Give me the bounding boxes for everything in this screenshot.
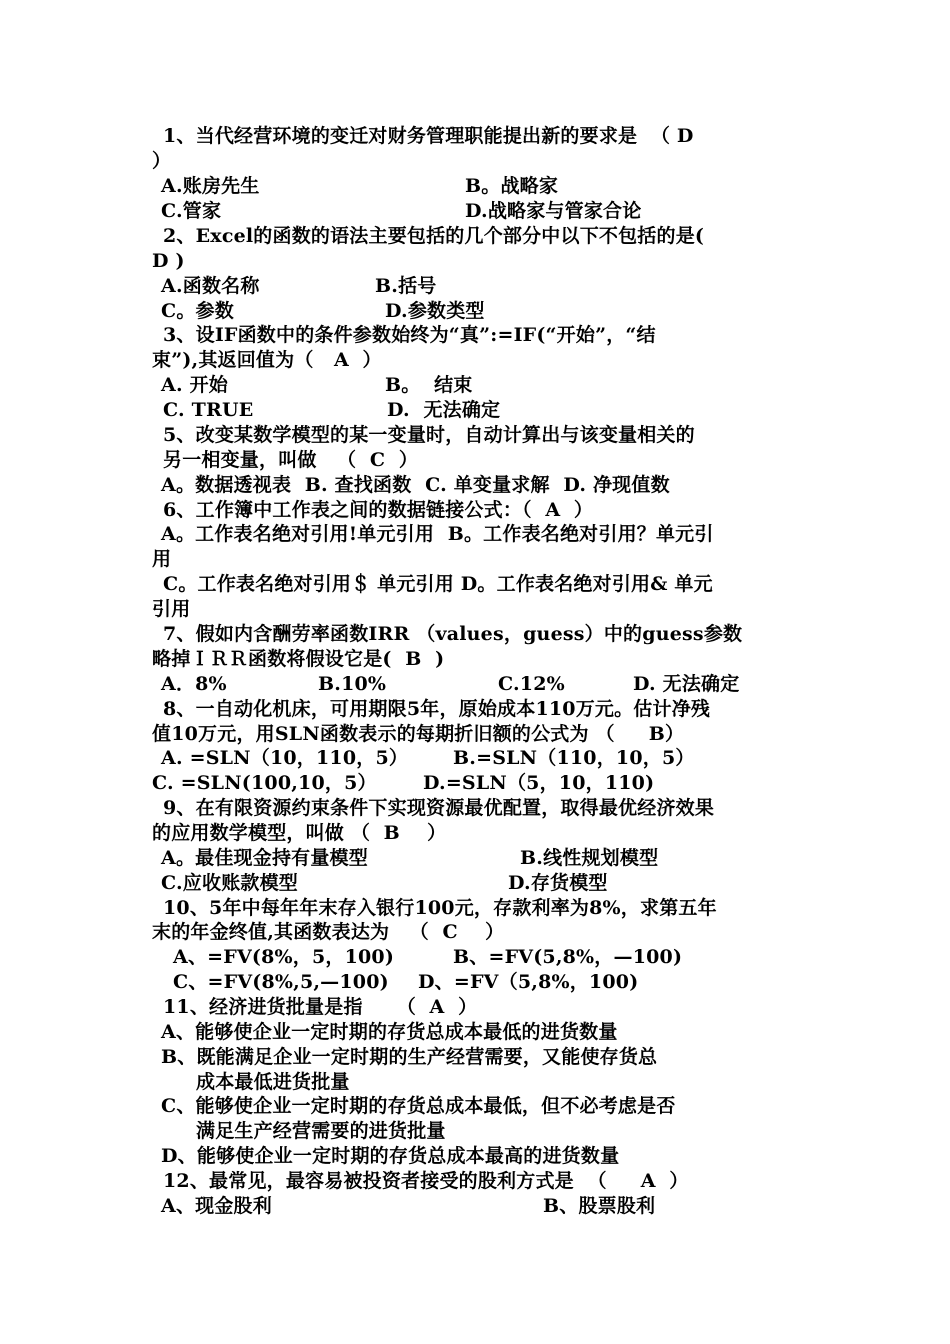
- q9-stem-cont: 的应用数学模型，叫做 （ B ）: [152, 822, 447, 844]
- q7-option-c: C.12%: [498, 673, 565, 695]
- q10-option-a: A、=FV(8%，5，100): [173, 946, 395, 968]
- q10-option-c: C、=FV(8%,5,—100): [173, 971, 389, 993]
- q1-option-c: C.管家: [161, 200, 222, 222]
- q3-stem: 3、设IF函数中的条件参数始终为“真”:=IF(“开始”，“结: [163, 324, 656, 346]
- q5-stem: 5、改变某数学模型的某一变量时，自动计算出与该变量相关的: [163, 424, 695, 446]
- q7-option-d: D. 无法确定: [633, 673, 740, 695]
- q11-option-c: C、能够使企业一定时期的存货总成本最低，但不必考虑是否: [161, 1095, 676, 1117]
- q11-option-d: D、能够使企业一定时期的存货总成本最高的进货数量: [161, 1145, 620, 1167]
- q7-stem: 7、假如内含酬劳率函数IRR （values，guess）中的guess参数: [163, 623, 743, 645]
- q12-option-b: B、股票股利: [543, 1195, 656, 1217]
- q6-options-ab: A。工作表名绝对引用!单元引用 B。工作表名绝对引用？单元引: [161, 523, 714, 545]
- q6-options-cd: C。工作表名绝对引用＄ 单元引用 D。工作表名绝对引用& 单元: [163, 573, 713, 595]
- q6-options-ab-cont: 用: [152, 548, 172, 570]
- q2-option-d: D.参数类型: [385, 300, 485, 322]
- q2-option-c: C。参数: [161, 300, 234, 322]
- q8-stem-cont: 值10万元，用SLN函数表示的每期折旧额的公式为 （ B）: [152, 723, 685, 745]
- q10-stem: 10、5年中每年年末存入银行100元，存款利率为8%，求第五年: [163, 897, 717, 919]
- q3-option-c: C. TRUE: [163, 399, 254, 421]
- q1-stem: 1、当代经营环境的变迁对财务管理职能提出新的要求是 （ D: [163, 125, 694, 147]
- q3-option-d: D. 无法确定: [387, 399, 501, 421]
- q8-option-d: D.=SLN（5，10，110): [423, 772, 655, 794]
- q5-stem-cont: 另一相变量，叫做 （ C ）: [163, 449, 419, 471]
- q2-stem-cont: D ): [152, 250, 185, 272]
- q11-option-c-cont: 满足生产经营需要的进货批量: [196, 1120, 446, 1142]
- q8-option-a: A. =SLN（10，110，5）: [161, 747, 409, 769]
- q11-option-b-cont: 成本最低进货批量: [196, 1071, 350, 1093]
- q2-stem: 2、Excel的函数的语法主要包括的几个部分中以下不包括的是(: [163, 225, 705, 247]
- q9-stem: 9、在有限资源约束条件下实现资源最优配置，取得最优经济效果: [163, 797, 715, 819]
- q3-stem-cont: 束”),其返回值为（ A ）: [152, 349, 382, 371]
- q10-option-d: D、=FV（5,8%，100): [418, 971, 639, 993]
- q9-option-b: B.线性规划模型: [520, 847, 659, 869]
- q6-stem: 6、工作簿中工作表之间的数据链接公式：（ A ）: [163, 499, 594, 521]
- q1-stem-cont: ）: [152, 150, 172, 172]
- q1-option-a: A.账房先生: [161, 175, 260, 197]
- q6-options-cd-cont: 引用: [152, 598, 191, 620]
- q11-option-b: B、既能满足企业一定时期的生产经营需要，又能使存货总: [161, 1046, 658, 1068]
- q8-option-c: C. =SLN(100,10，5）: [152, 772, 377, 794]
- q1-option-b: B。战略家: [465, 175, 559, 197]
- q9-option-c: C.应收账款模型: [161, 872, 299, 894]
- q5-options: A。数据透视表 B. 查找函数 C. 单变量求解 D. 净现值数: [161, 474, 670, 496]
- q12-stem: 12、最常见，最容易被投资者接受的股利方式是 （ A ）: [163, 1170, 689, 1192]
- q12-option-a: A、现金股利: [161, 1195, 272, 1217]
- q3-option-a: A. 开始: [161, 374, 228, 396]
- q1-option-d: D.战略家与管家合论: [465, 200, 642, 222]
- q11-stem: 11、经济进货批量是指 （ A ）: [163, 996, 478, 1018]
- q9-option-d: D.存货模型: [508, 872, 608, 894]
- q7-stem-cont: 略掉ＩＲＲ函数将假设它是( B ): [152, 648, 445, 670]
- q3-option-b: B。 结束: [385, 374, 473, 396]
- q2-option-a: A.函数名称: [161, 275, 260, 297]
- q10-option-b: B、=FV(5,8%，—100): [453, 946, 683, 968]
- q8-option-b: B.=SLN（110，10，5）: [453, 747, 695, 769]
- q10-stem-cont: 末的年金终值,其函数表达为 （ C ）: [152, 921, 505, 943]
- q8-stem: 8、一自动化机床，可用期限5年，原始成本110万元。估计净残: [163, 698, 711, 720]
- q7-option-b: B.10%: [318, 673, 387, 695]
- q7-option-a: A．8%: [161, 673, 227, 695]
- q11-option-a: A、能够使企业一定时期的存货总成本最低的进货数量: [161, 1021, 618, 1043]
- q9-option-a: A。最佳现金持有量模型: [161, 847, 368, 869]
- q2-option-b: B.括号: [375, 275, 437, 297]
